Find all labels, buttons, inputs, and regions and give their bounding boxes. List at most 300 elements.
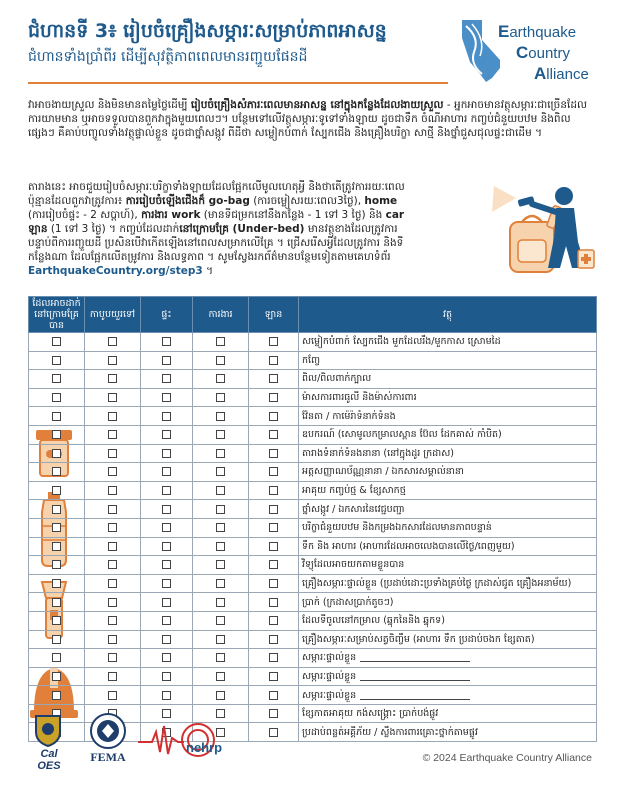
- checkbox-go-bag[interactable]: [108, 616, 117, 625]
- cell-go-bag: [85, 574, 141, 593]
- checkbox-under-bed[interactable]: [52, 374, 61, 383]
- intro-text: (ការចម្លៀសរយៈពេល3ថ្ងៃ),: [249, 195, 365, 207]
- under-bed-label: នៅក្រោមគ្រែ (Under-bed): [179, 223, 305, 235]
- go-bag-label: ការរៀបចំឡើងជើងក៏ go-bag: [125, 195, 250, 207]
- cell-home: [141, 611, 193, 630]
- cell-car: [249, 537, 299, 556]
- checkbox-go-bag[interactable]: [108, 560, 117, 569]
- table-row: [29, 574, 597, 593]
- checkbox-under-bed[interactable]: [52, 598, 61, 607]
- cell-car: [249, 407, 299, 426]
- table-row: [29, 556, 597, 575]
- checkbox-car[interactable]: [269, 672, 278, 681]
- cell-work: [193, 370, 249, 389]
- col-header-go-bag: កាបូបយួរទៅ: [85, 297, 141, 333]
- checkbox-work[interactable]: [216, 393, 225, 402]
- intro-text: (ការរៀបចំផ្ទះ - 2 សប្តាហ៍),: [28, 209, 142, 221]
- item-label: វិទ្យុដែលអាចយកតាមខ្លួនបាន: [302, 559, 405, 571]
- cell-home: [141, 407, 193, 426]
- checkbox-go-bag[interactable]: [108, 356, 117, 365]
- cell-work: [193, 444, 249, 463]
- cell-home: [141, 333, 193, 352]
- cell-car: [249, 370, 299, 389]
- checkbox-work[interactable]: [216, 374, 225, 383]
- cell-go-bag: [85, 686, 141, 705]
- cell-home: [141, 667, 193, 686]
- checkbox-car[interactable]: [269, 523, 278, 532]
- checkbox-work[interactable]: [216, 560, 225, 569]
- table-row: [29, 388, 597, 407]
- table-row: [29, 370, 597, 389]
- item-cell: [299, 630, 597, 649]
- checkbox-car[interactable]: [269, 430, 278, 439]
- item-label: សម្ភារៈផ្ទាល់ខ្លួន: [302, 670, 357, 682]
- checkbox-car[interactable]: [269, 393, 278, 402]
- cell-car: [249, 593, 299, 612]
- cell-work: [193, 556, 249, 575]
- checkbox-work[interactable]: [216, 672, 225, 681]
- cell-car: [249, 667, 299, 686]
- item-cell: [299, 463, 597, 482]
- checkbox-work[interactable]: [216, 486, 225, 495]
- item-cell: [299, 537, 597, 556]
- cell-car: [249, 425, 299, 444]
- col-header-item: វត្ថុ: [299, 297, 597, 333]
- cal-oes-logo: [28, 712, 68, 772]
- checkbox-under-bed[interactable]: [52, 635, 61, 644]
- checkbox-go-bag[interactable]: [108, 635, 117, 644]
- cell-car: [249, 333, 299, 352]
- checkbox-go-bag[interactable]: [108, 486, 117, 495]
- item-label: ដែលទីចូលនៅកម្រាល (ឆ្នុកនៃនិង ឆ្នុកទ): [302, 615, 445, 627]
- write-in-line[interactable]: [360, 672, 470, 681]
- checkbox-car[interactable]: [269, 374, 278, 383]
- cell-under-bed: [29, 686, 85, 705]
- fema-logo: [86, 712, 130, 772]
- table-row: [29, 444, 597, 463]
- intro-text: មានវត្ថុខាងដែលត្រូវការបន្ទាប់ពីការរញ្ជួយដី ប្រសិនបើវាកើតឡើងនៅពេលសម្រាកលើគ្រែ ។ ជ្រើសរើសអ្វីដែលត្រូវការ និងទីកន្លែងណា ដែលផ្អែកលើតម្រូវការ និងលទ្ធភាព ។ សូមស្វែងរកព័ត៌មានបន្ថែមទៀតតាមគេហទំព័រ: [28, 223, 404, 263]
- cell-under-bed: [29, 388, 85, 407]
- checkbox-car[interactable]: [269, 505, 278, 514]
- checkbox-under-bed[interactable]: [52, 523, 61, 532]
- checkbox-home[interactable]: [162, 542, 171, 551]
- cell-go-bag: [85, 611, 141, 630]
- checkbox-home[interactable]: [162, 635, 171, 644]
- write-in-line[interactable]: [360, 653, 470, 662]
- checkbox-work[interactable]: [216, 598, 225, 607]
- item-label: ប្រដាប់ពន្លត់អគ្គីភ័យ / ស្លឹងការពារគ្រោះថ្នាក់តាមផ្លូវ: [302, 726, 478, 738]
- cell-car: [249, 686, 299, 705]
- checkbox-home[interactable]: [162, 412, 171, 421]
- cell-home: [141, 556, 193, 575]
- checkbox-go-bag[interactable]: [108, 467, 117, 476]
- checkbox-home[interactable]: [162, 672, 171, 681]
- checkbox-work[interactable]: [216, 616, 225, 625]
- cell-go-bag: [85, 407, 141, 426]
- item-cell: [299, 556, 597, 575]
- item-cell: [299, 686, 597, 705]
- item-cell: [299, 518, 597, 537]
- checkbox-under-bed[interactable]: [52, 505, 61, 514]
- checkbox-home[interactable]: [162, 486, 171, 495]
- cell-work: [193, 611, 249, 630]
- cell-car: [249, 574, 299, 593]
- col-header-home: ផ្ទះ: [141, 297, 193, 333]
- checkbox-work[interactable]: [216, 635, 225, 644]
- intro-text: តារាងនេះ អាចជួយរៀបចំសម្ភារៈបរិក្ខាទាំងឡាយដែលផ្អែកលើមូលហេតុអ្វី និងថាតើត្រូវការរយៈពេលប៉ុន្មានដែលពួកវាត្រូវការ៖: [28, 181, 405, 207]
- cell-work: [193, 686, 249, 705]
- item-label: វ៉ែនតា / កាម៉េរ៉ាទំនាក់ទំនង: [302, 410, 396, 422]
- cell-work: [193, 500, 249, 519]
- checkbox-work[interactable]: [216, 356, 225, 365]
- intro-text: វាអាចងាយស្រួល និងមិនមានតម្លៃថ្លៃដើម្បី: [28, 99, 191, 111]
- intro-text: - អ្នកអាចមានវត្ថុសម្ភារៈជាច្រើនដែលការយាមមាន ឬអាចទទួលបានពួកវាក្នុងមួយពេលៗ។ បន្ថែមទៅលើវត្ថុសម្ភារៈទូទៅទាំងឡាយ ដូចជាទឹក ចំណីអាហារ កញ្ចប់ជំនួយបឋម និងពិលផ្សេងៗ គឺគាប់បញ្ចូលទាំងវត្ថុផ្ទាល់ខ្លួន ដូចជាថ្នាំសង្កូវ ពីដីថា សម្លៀកបំពាក់ ស្បែកជើង និងគ្រឿងបរិក្ខា សាថ្មី និងថ្នាំជួសជុលផ្ទះជាដើម ។: [28, 99, 587, 139]
- checkbox-home[interactable]: [162, 467, 171, 476]
- cal-oes-seal-icon: [28, 712, 68, 748]
- intro-text: (មានទីជម្រកនៅនឹងកន្លែង - 1 ទៅ 3 ថ្ងៃ) និង: [200, 209, 386, 221]
- work-label: ការងារ work: [141, 209, 201, 221]
- checkbox-go-bag[interactable]: [108, 653, 117, 662]
- checkbox-go-bag[interactable]: [108, 337, 117, 346]
- cell-go-bag: [85, 667, 141, 686]
- cell-under-bed: [29, 463, 85, 482]
- checkbox-car[interactable]: [269, 356, 278, 365]
- checkbox-under-bed[interactable]: [52, 560, 61, 569]
- checkbox-under-bed[interactable]: [52, 672, 61, 681]
- cell-work: [193, 425, 249, 444]
- checkbox-go-bag[interactable]: [108, 449, 117, 458]
- item-label: ឧបករណ៍ (សោមូលកម្រាលស្ពាន ប៊ែល ដែកគាស់ កាំបិត): [302, 429, 502, 441]
- cell-home: [141, 686, 193, 705]
- table-row: [29, 425, 597, 444]
- copyright-text: © 2024 Earthquake Country Alliance: [422, 752, 592, 764]
- cell-work: [193, 518, 249, 537]
- checkbox-under-bed[interactable]: [52, 430, 61, 439]
- cell-under-bed: [29, 351, 85, 370]
- write-in-line[interactable]: [360, 691, 470, 700]
- cell-car: [249, 500, 299, 519]
- checkbox-home[interactable]: [162, 356, 171, 365]
- table-row: [29, 518, 597, 537]
- supplies-checklist: [28, 296, 596, 742]
- table-row: [29, 333, 597, 352]
- page-header: [28, 18, 448, 68]
- cell-under-bed: [29, 518, 85, 537]
- col-header-under-bed: ដែលអាចដាក់នៅក្រោមគ្រែបាន: [29, 297, 85, 333]
- cell-car: [249, 388, 299, 407]
- checkbox-go-bag[interactable]: [108, 523, 117, 532]
- checkbox-go-bag[interactable]: [108, 672, 117, 681]
- cell-work: [193, 649, 249, 668]
- table-row: [29, 481, 597, 500]
- checkbox-car[interactable]: [269, 486, 278, 495]
- checkbox-home[interactable]: [162, 337, 171, 346]
- checkbox-car[interactable]: [269, 598, 278, 607]
- item-label: ទឹក និង អាហារ (អាហារដែលអាចលេងបានលើថ្ងៃ/ពេញមួយ): [302, 540, 515, 552]
- intro-paragraph-2: [28, 180, 408, 276]
- checkbox-under-bed[interactable]: [52, 616, 61, 625]
- checkbox-work[interactable]: [216, 691, 225, 700]
- item-label: កញ្ចែ: [302, 354, 321, 366]
- cell-go-bag: [85, 333, 141, 352]
- table-row: [29, 500, 597, 519]
- checkbox-go-bag[interactable]: [108, 579, 117, 588]
- cell-home: [141, 574, 193, 593]
- cell-go-bag: [85, 556, 141, 575]
- table-row: [29, 407, 597, 426]
- cell-home: [141, 388, 193, 407]
- cell-under-bed: [29, 481, 85, 500]
- cell-home: [141, 444, 193, 463]
- item-cell: [299, 593, 597, 612]
- item-label: សម្លៀកបំពាក់ ស្បែកជើង មួកដែលរឹង/មួកកាស ស្រោមដៃ: [302, 336, 501, 348]
- cell-go-bag: [85, 463, 141, 482]
- cell-work: [193, 667, 249, 686]
- checkbox-work[interactable]: [216, 505, 225, 514]
- checklist-table: [28, 296, 597, 742]
- table-row: [29, 593, 597, 612]
- checkbox-under-bed[interactable]: [52, 542, 61, 551]
- cell-go-bag: [85, 518, 141, 537]
- checkbox-go-bag[interactable]: [108, 691, 117, 700]
- cell-work: [193, 463, 249, 482]
- cell-under-bed: [29, 630, 85, 649]
- cell-under-bed: [29, 574, 85, 593]
- checkbox-go-bag[interactable]: [108, 393, 117, 402]
- checkbox-car[interactable]: [269, 579, 278, 588]
- cell-under-bed: [29, 333, 85, 352]
- cell-go-bag: [85, 425, 141, 444]
- checkbox-under-bed[interactable]: [52, 412, 61, 421]
- item-cell: [299, 611, 597, 630]
- item-cell: [299, 333, 597, 352]
- cell-under-bed: [29, 537, 85, 556]
- cell-work: [193, 537, 249, 556]
- checkbox-car[interactable]: [269, 635, 278, 644]
- checkbox-work[interactable]: [216, 579, 225, 588]
- cell-under-bed: [29, 370, 85, 389]
- item-label: សម្ភារៈផ្ទាល់ខ្លួន: [302, 689, 357, 701]
- checkbox-home[interactable]: [162, 579, 171, 588]
- checkbox-go-bag[interactable]: [108, 374, 117, 383]
- dhs-seal-icon: [86, 712, 130, 750]
- checkbox-home[interactable]: [162, 374, 171, 383]
- cell-car: [249, 611, 299, 630]
- item-label: តារាងទំនាក់ទំនងនានា (នៅក្នុងដូរ ក្រដាស): [302, 447, 454, 459]
- intro-paragraph-1: [28, 98, 596, 156]
- item-label: សម្ភារៈផ្ទាល់ខ្លួន: [302, 652, 357, 664]
- fema-text: FEMA: [90, 750, 126, 764]
- cell-car: [249, 351, 299, 370]
- item-label: ខ្សែកាតអាគុយ កង់សង្គ្រោះ ប្រាក់បង់ផ្លូវ: [302, 708, 439, 720]
- header-divider: [28, 82, 448, 84]
- cell-home: [141, 481, 193, 500]
- checkbox-home[interactable]: [162, 560, 171, 569]
- cell-car: [249, 518, 299, 537]
- checkbox-go-bag[interactable]: [108, 430, 117, 439]
- cell-under-bed: [29, 649, 85, 668]
- item-cell: [299, 444, 597, 463]
- cell-work: [193, 407, 249, 426]
- checkbox-under-bed[interactable]: [52, 449, 61, 458]
- cell-go-bag: [85, 537, 141, 556]
- cell-under-bed: [29, 667, 85, 686]
- checkbox-work[interactable]: [216, 653, 225, 662]
- item-cell: [299, 388, 597, 407]
- item-label: បរិក្ខាជំនួយបឋម និងកម្រងឯកសារដែលមានភាពបន្ទាន់: [302, 522, 492, 534]
- item-cell: [299, 351, 597, 370]
- checkbox-car[interactable]: [269, 542, 278, 551]
- item-label: ម៉ាសការពារធូលី និងម៉ាស់ការពារ: [302, 392, 417, 404]
- cell-work: [193, 351, 249, 370]
- cell-car: [249, 463, 299, 482]
- page-footer: [28, 712, 598, 782]
- cell-under-bed: [29, 611, 85, 630]
- checkbox-go-bag[interactable]: [108, 505, 117, 514]
- eca-logo: [456, 16, 606, 86]
- cell-work: [193, 388, 249, 407]
- checkbox-car[interactable]: [269, 560, 278, 569]
- table-row: [29, 463, 597, 482]
- item-label: ប្រាក់ (ក្រដាសប្រាក់តូចៗ): [302, 596, 394, 608]
- item-cell: [299, 425, 597, 444]
- item-label: គ្រឿងសម្ភារៈផ្ទាល់ខ្លួន (ប្រដាប់ដោះប្រទាំងគ្រប់ថ្ងៃ ក្រដាស់ជូត គ្រឿងអនាម័យ): [302, 578, 572, 590]
- cell-go-bag: [85, 370, 141, 389]
- item-cell: [299, 407, 597, 426]
- brand-cap-a: A: [534, 64, 547, 83]
- checkbox-under-bed[interactable]: [52, 691, 61, 700]
- brand-cap-e: E: [498, 22, 510, 41]
- checkbox-car[interactable]: [269, 691, 278, 700]
- item-label: ថ្នាំសង្កូវ / ឯកសារនៃវេជ្ជបញ្ជា: [302, 503, 405, 515]
- checkbox-under-bed[interactable]: [52, 467, 61, 476]
- cell-work: [193, 333, 249, 352]
- checkbox-under-bed[interactable]: [52, 356, 61, 365]
- checkbox-work[interactable]: [216, 467, 225, 476]
- item-label: អាគុយ កញ្ចប់ថ្ម & ខ្សែសាកថ្ម: [302, 485, 406, 497]
- cell-home: [141, 593, 193, 612]
- cell-home: [141, 500, 193, 519]
- table-row: [29, 351, 597, 370]
- intro-text: ។: [202, 265, 213, 276]
- checkbox-car[interactable]: [269, 467, 278, 476]
- checkbox-home[interactable]: [162, 653, 171, 662]
- checkbox-under-bed[interactable]: [52, 393, 61, 402]
- item-cell: [299, 649, 597, 668]
- car-label: car ឡាន: [28, 209, 405, 235]
- checkbox-work[interactable]: [216, 412, 225, 421]
- cell-under-bed: [29, 407, 85, 426]
- checkbox-home[interactable]: [162, 505, 171, 514]
- checkbox-home[interactable]: [162, 691, 171, 700]
- cell-work: [193, 630, 249, 649]
- nehrp-text: nehrp: [186, 740, 223, 755]
- cell-go-bag: [85, 500, 141, 519]
- home-label: home: [364, 195, 398, 207]
- flashlight-icon: [492, 186, 535, 212]
- person-with-flashlight-illustration: [470, 176, 600, 286]
- checkbox-work[interactable]: [216, 449, 225, 458]
- cell-car: [249, 556, 299, 575]
- cell-under-bed: [29, 425, 85, 444]
- cell-home: [141, 463, 193, 482]
- checkbox-car[interactable]: [269, 449, 278, 458]
- cell-car: [249, 481, 299, 500]
- table-row: [29, 537, 597, 556]
- checkbox-under-bed[interactable]: [52, 486, 61, 495]
- checkbox-car[interactable]: [269, 653, 278, 662]
- cell-home: [141, 630, 193, 649]
- checkbox-home[interactable]: [162, 393, 171, 402]
- cell-home: [141, 518, 193, 537]
- first-aid-icon: [578, 250, 594, 268]
- cell-home: [141, 537, 193, 556]
- table-row: [29, 611, 597, 630]
- checkbox-work[interactable]: [216, 523, 225, 532]
- page-subtitle: ជំហានទាំងប្រាំពីរ ដើម្បីសុវត្ថិភាពពេលមានរញ្ជួយផែនដី: [28, 49, 308, 65]
- intro-text: (1 ទៅ 3 ថ្ងៃ) ។ កញ្ចប់ដែលដាក់: [47, 223, 180, 235]
- cell-home: [141, 370, 193, 389]
- cell-under-bed: [29, 556, 85, 575]
- step3-link[interactable]: EarthquakeCountry.org/step3: [28, 265, 203, 276]
- cell-car: [249, 444, 299, 463]
- cell-under-bed: [29, 593, 85, 612]
- checkbox-car[interactable]: [269, 412, 278, 421]
- col-header-work: ការងារ: [193, 297, 249, 333]
- item-label: គ្រឿងសម្ភារៈសម្រាប់សត្វចិញ្ចឹម (អាហារ ទឹក ប្រដាប់ចងក ខ្សែតាត): [302, 633, 535, 645]
- cell-go-bag: [85, 388, 141, 407]
- checkbox-under-bed[interactable]: [52, 337, 61, 346]
- checkbox-go-bag[interactable]: [108, 542, 117, 551]
- cell-car: [249, 630, 299, 649]
- checkbox-under-bed[interactable]: [52, 579, 61, 588]
- cell-work: [193, 593, 249, 612]
- item-cell: [299, 667, 597, 686]
- checkbox-home[interactable]: [162, 449, 171, 458]
- nehrp-logo: [138, 720, 222, 760]
- cell-home: [141, 425, 193, 444]
- cal-oes-text: Cal OES: [37, 748, 61, 772]
- checkbox-go-bag[interactable]: [108, 598, 117, 607]
- checkbox-car[interactable]: [269, 337, 278, 346]
- checkbox-home[interactable]: [162, 523, 171, 532]
- cell-car: [249, 649, 299, 668]
- checkbox-home[interactable]: [162, 598, 171, 607]
- cell-under-bed: [29, 444, 85, 463]
- checkbox-work[interactable]: [216, 542, 225, 551]
- checkbox-work[interactable]: [216, 430, 225, 439]
- intro-emphasis: រៀបចំគ្រឿងសំភារៈពេលមានអាសន្ន នៅក្នុងកន្លែងដែលងាយស្រួល: [190, 99, 444, 111]
- checkbox-under-bed[interactable]: [52, 653, 61, 662]
- page-title: ជំហានទី 3៖ រៀបចំគ្រឿងសម្ភារៈសម្រាប់ភាពអាសន្ន: [28, 20, 387, 42]
- item-label: អត្តសញ្ញាណប័ណ្ណនានា / ឯកសារសម្គាល់នានា: [302, 466, 464, 478]
- table-header-row: [29, 297, 597, 333]
- checkbox-work[interactable]: [216, 337, 225, 346]
- brand-word-1: arthquake: [509, 24, 577, 41]
- col-header-car: ឡាន: [249, 297, 299, 333]
- cell-home: [141, 351, 193, 370]
- checkbox-home[interactable]: [162, 430, 171, 439]
- table-row: [29, 667, 597, 686]
- cell-work: [193, 481, 249, 500]
- table-row: [29, 630, 597, 649]
- cell-go-bag: [85, 593, 141, 612]
- item-cell: [299, 500, 597, 519]
- checkbox-go-bag[interactable]: [108, 412, 117, 421]
- table-row: [29, 686, 597, 705]
- checkbox-home[interactable]: [162, 616, 171, 625]
- checkbox-car[interactable]: [269, 616, 278, 625]
